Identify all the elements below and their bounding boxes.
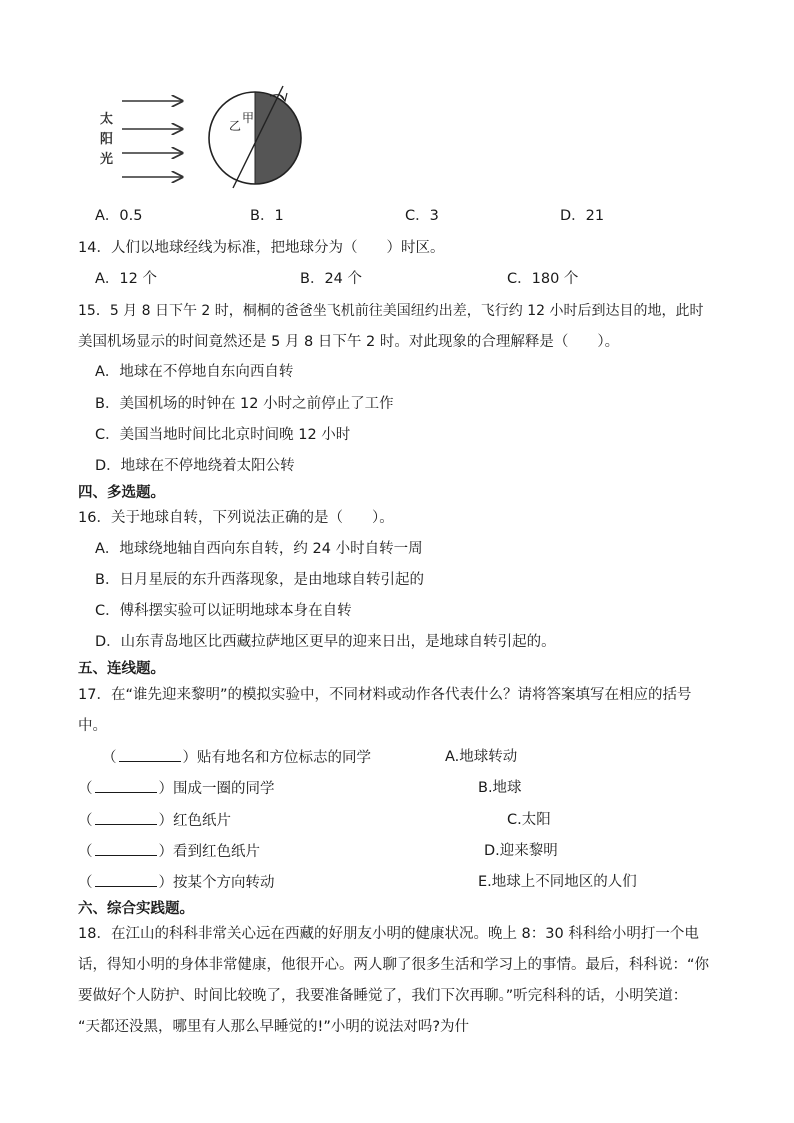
sun-char-3: 光 bbox=[100, 152, 114, 167]
q17-row-5: （ ）按某个方向转动 bbox=[78, 872, 275, 893]
answer-blank[interactable] bbox=[95, 841, 157, 856]
q15-option-d: D．地球在不停地绕着太阳公转 bbox=[95, 458, 295, 474]
q17-stem-line1: 17．在“谁先迎来黎明”的模拟实验中，不同材料或动作各代表什么？请将答案填写在相应的括号 bbox=[78, 687, 692, 703]
q17-right-item-d: D.迎来黎明 bbox=[484, 843, 558, 859]
q15-stem-line2: 美国机场显示的时间竟然还是 5 月 8 日下午 2 时。对此现象的合理解释是（ ）。 bbox=[78, 334, 620, 350]
q13-option-d: D．21 bbox=[560, 208, 605, 224]
q18-line-3: 要做好个人防护、时间比较晚了，我要准备睡觉了，我们下次再聊。”听完科科的话，小明笑道： bbox=[78, 988, 688, 1004]
earth-sunlight-diagram bbox=[0, 0, 794, 210]
q15-stem-line1: 15．5 月 8 日下午 2 时，桐桐的爸爸坐飞机前往美国纽约出差，飞行约 12 小时后到达目的地，此时 bbox=[78, 303, 704, 319]
q17-row-3: （ ）红色纸片 bbox=[78, 810, 231, 831]
answer-blank[interactable] bbox=[95, 872, 157, 887]
q17-left-item: 按某个方向转动 bbox=[173, 875, 275, 891]
q15-option-b: B．美国机场的时钟在 12 小时之前停止了工作 bbox=[95, 396, 394, 412]
q16-option-b: B．日月星辰的东升西落现象，是由地球自转引起的 bbox=[95, 572, 424, 588]
q17-right-item-a: A.地球转动 bbox=[445, 749, 518, 765]
section5-heading: 五、连线题。 bbox=[78, 661, 165, 677]
q18-line-4: “天都还没黑，哪里有人那么早睡觉的!”小明的说法对吗?为什 bbox=[78, 1019, 470, 1035]
q15-option-a: A．地球在不停地自东向西自转 bbox=[95, 364, 294, 380]
q17-left-item: 看到红色纸片 bbox=[173, 844, 260, 860]
q17-left-item: 贴有地名和方位标志的同学 bbox=[197, 750, 371, 766]
q16-option-c: C．傅科摆实验可以证明地球本身在自转 bbox=[95, 603, 352, 619]
q16-stem: 16．关于地球自转，下列说法正确的是（ ）。 bbox=[78, 510, 394, 526]
answer-blank[interactable] bbox=[95, 810, 157, 825]
q17-left-item: 围成一圈的同学 bbox=[173, 781, 275, 797]
label-jia: 甲 bbox=[242, 111, 255, 125]
sunlight-arrows bbox=[122, 101, 182, 177]
q17-right-item-c: C.太阳 bbox=[507, 812, 551, 828]
earth-globe bbox=[209, 86, 301, 188]
q17-right-item-b: B.地球 bbox=[478, 780, 522, 796]
q13-option-c: C．3 bbox=[405, 208, 439, 224]
q18-line-1: 18．在江山的科科非常关心远在西藏的好朋友小明的健康状况。晚上 8：30 科科给小明打一个电 bbox=[78, 926, 699, 942]
q18-line-2: 话，得知小明的身体非常健康，他很开心。两人聊了很多生活和学习上的事情。最后，科科说：“你 bbox=[78, 957, 710, 973]
q13-option-a: A．0.5 bbox=[95, 208, 143, 224]
sun-char-2: 阳 bbox=[100, 132, 114, 147]
q15-option-c: C．美国当地时间比北京时间晚 12 小时 bbox=[95, 427, 351, 443]
q14-option-c: C．180 个 bbox=[507, 271, 579, 287]
q14-option-b: B．24 个 bbox=[300, 271, 363, 287]
answer-blank[interactable] bbox=[119, 747, 181, 762]
q14-stem: 14．人们以地球经线为标准，把地球分为（ ）时区。 bbox=[78, 240, 445, 256]
q17-right-item-e: E.地球上不同地区的人们 bbox=[478, 874, 637, 890]
q14-option-a: A．12 个 bbox=[95, 271, 157, 287]
section6-heading: 六、综合实践题。 bbox=[78, 901, 194, 917]
q17-row-2: （ ）围成一圈的同学 bbox=[78, 778, 275, 799]
q16-option-a: A．地球绕地轴自西向东自转，约 24 小时自转一周 bbox=[95, 541, 423, 557]
label-yi: 乙 bbox=[229, 119, 242, 133]
q17-row-1: （ ）贴有地名和方位标志的同学 bbox=[102, 747, 371, 768]
q16-option-d: D．山东青岛地区比西藏拉萨地区更早的迎来日出，是地球自转引起的。 bbox=[95, 634, 556, 650]
q13-option-b: B．1 bbox=[250, 208, 284, 224]
q17-left-item: 红色纸片 bbox=[173, 813, 231, 829]
answer-blank[interactable] bbox=[95, 778, 157, 793]
section4-heading: 四、多选题。 bbox=[78, 485, 165, 501]
q17-stem-line2: 中。 bbox=[78, 718, 107, 734]
q17-row-4: （ ）看到红色纸片 bbox=[78, 841, 260, 862]
sun-char-1: 太 bbox=[100, 112, 114, 127]
